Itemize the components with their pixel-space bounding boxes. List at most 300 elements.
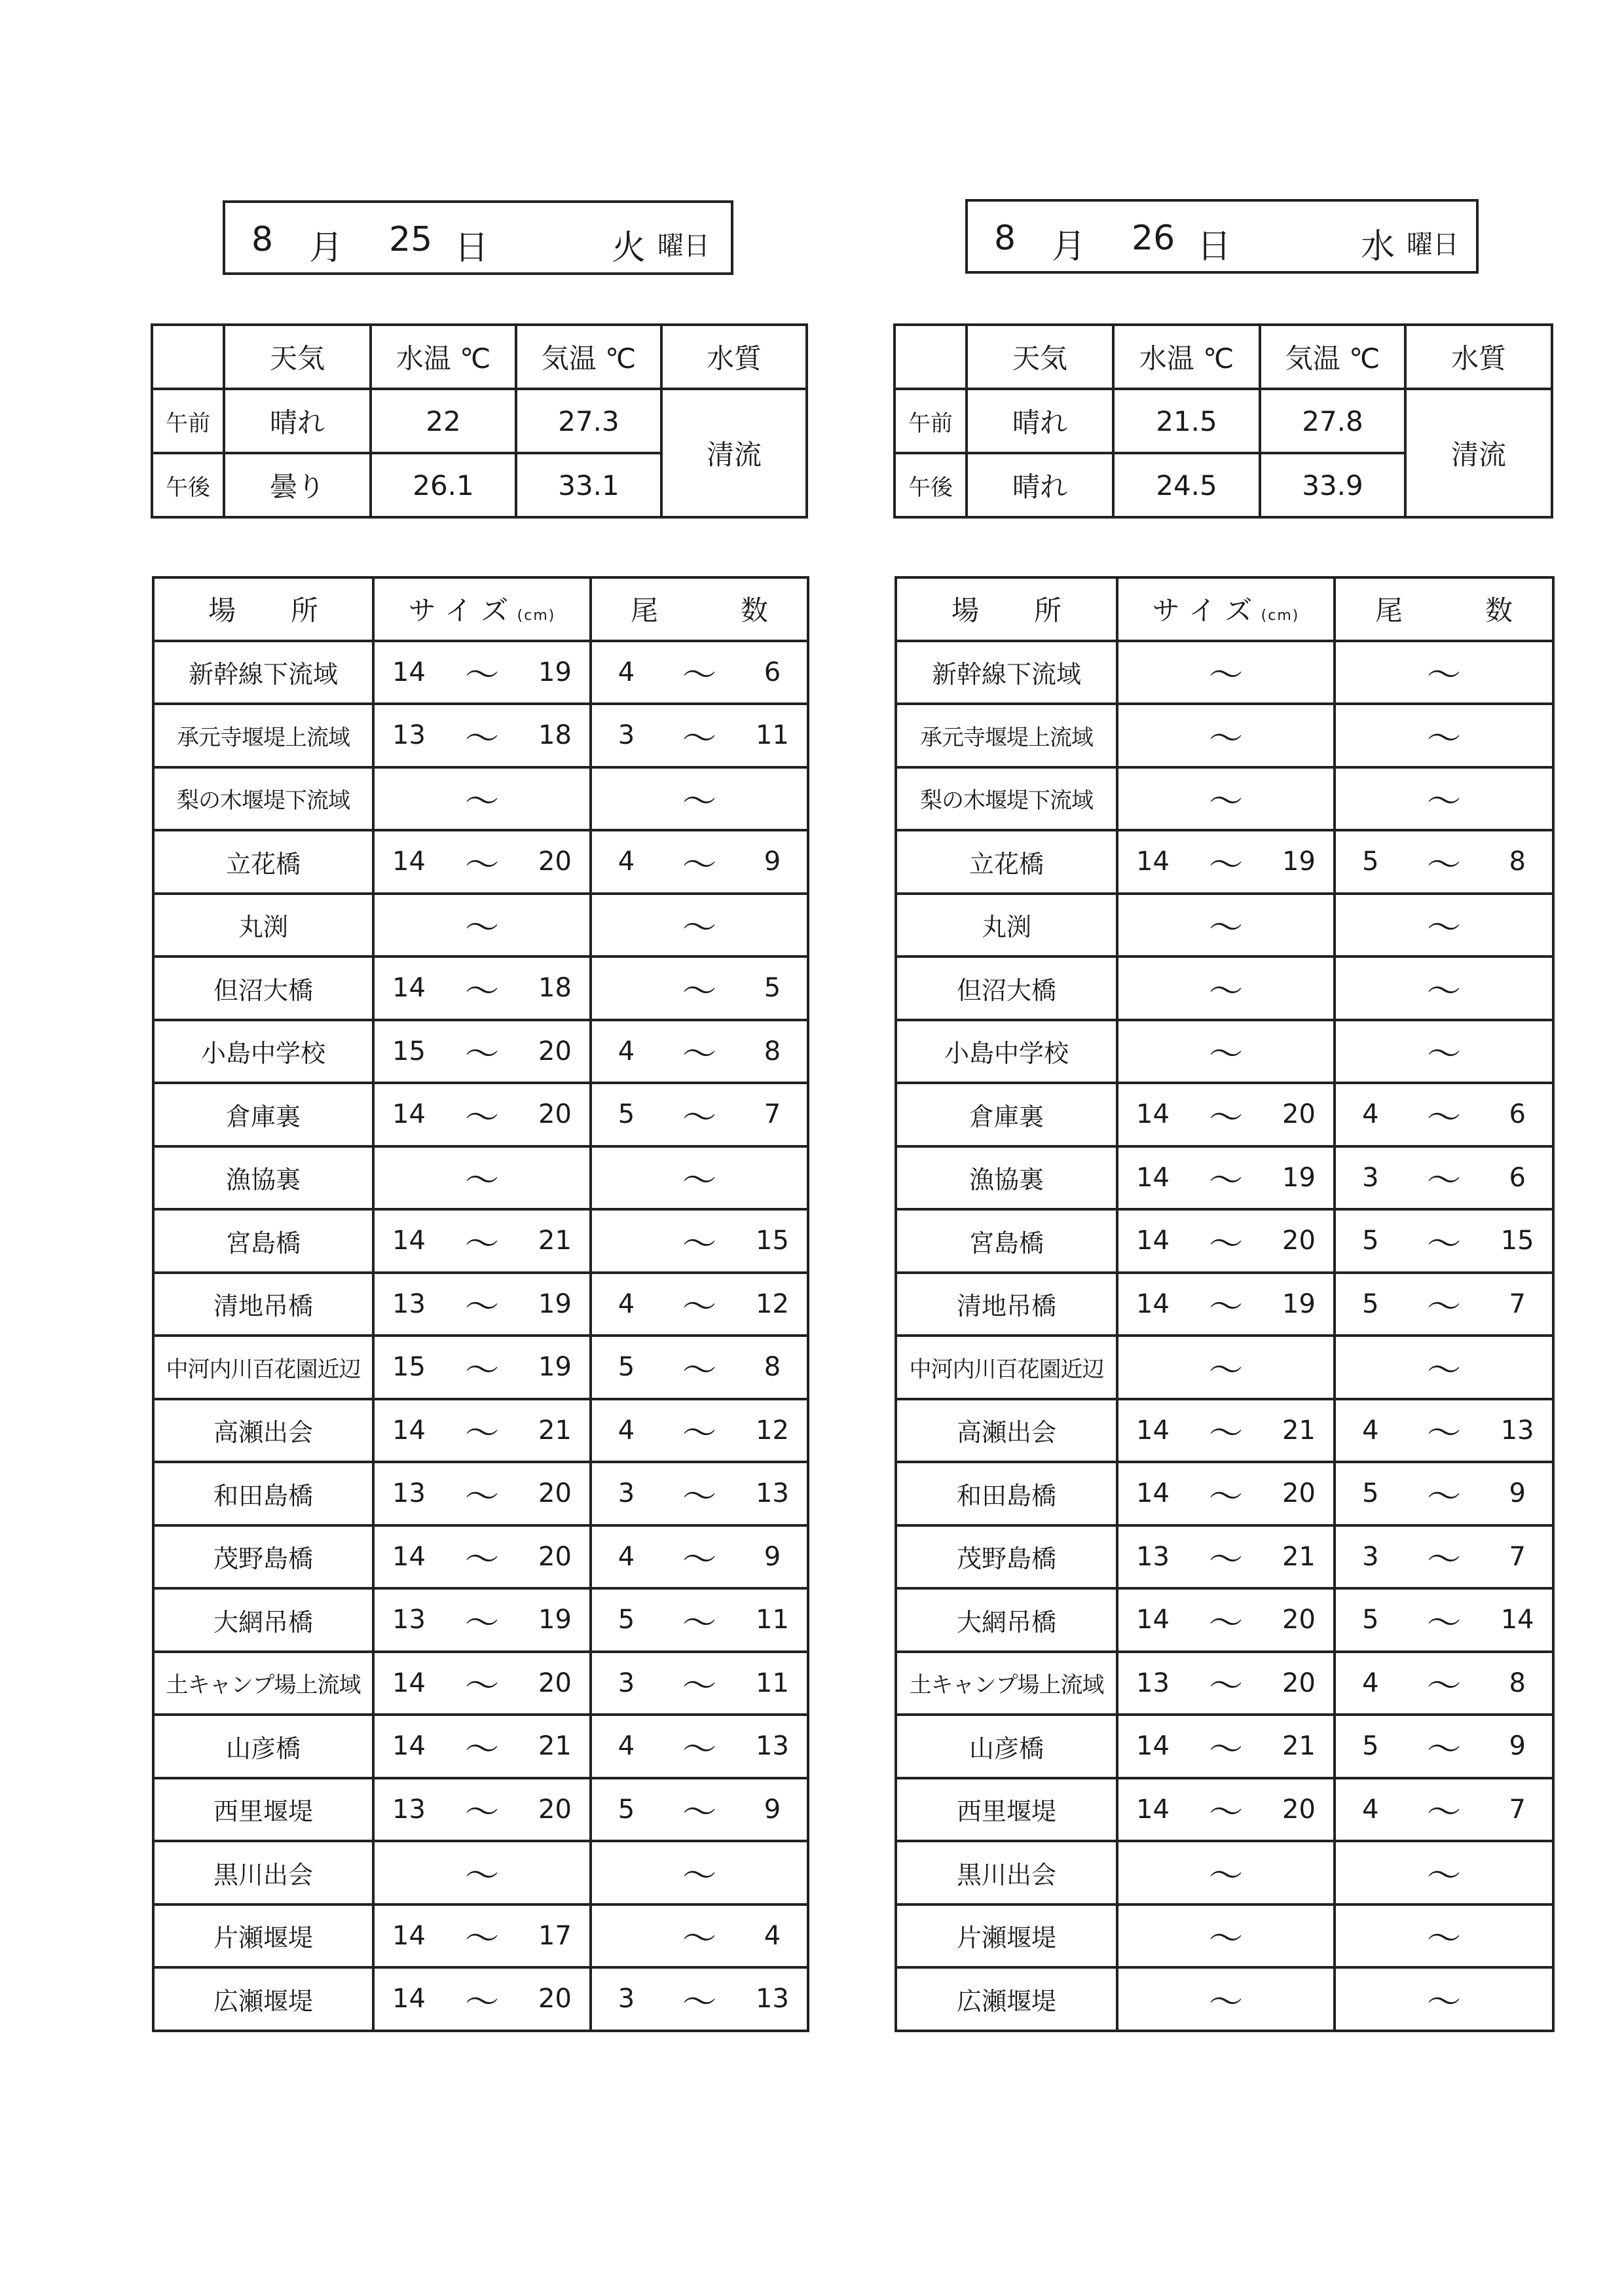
size-min: 14 (392, 1731, 426, 1762)
size-range (375, 1590, 589, 1650)
count-cell (591, 1020, 808, 1084)
table-row (896, 1209, 1553, 1273)
size-cell (373, 1715, 591, 1778)
size-min: 13 (392, 1288, 426, 1319)
place-header: 場 所 (153, 577, 373, 641)
count-max: 9 (1509, 1478, 1526, 1509)
count-max: 7 (1509, 1541, 1526, 1572)
size-range (1118, 1021, 1333, 1082)
size-max: 21 (1282, 1731, 1316, 1762)
range-tilde: ～ (464, 1414, 499, 1454)
pm-water-temp: 24.5 (1113, 453, 1260, 517)
count-max: 11 (756, 1605, 789, 1635)
size-cell (1117, 830, 1335, 894)
size-max: 18 (538, 973, 572, 1004)
table-row (896, 1967, 1553, 2031)
range-tilde: ～ (1208, 1982, 1243, 2022)
range-tilde: ～ (1426, 845, 1461, 885)
range-tilde: ～ (682, 1667, 716, 1707)
count-min: 5 (1362, 1288, 1379, 1319)
place-cell: 小島中学校 (896, 1020, 1117, 1084)
count-range (592, 705, 807, 766)
count-max: 8 (764, 1036, 781, 1066)
count-max: 14 (1500, 1605, 1534, 1635)
count-cell (1335, 1209, 1553, 1273)
size-max: 20 (538, 1541, 572, 1572)
count-range (1336, 769, 1552, 829)
count-min: 4 (1362, 1415, 1379, 1446)
size-range (375, 769, 589, 829)
size-max: 21 (1282, 1541, 1316, 1572)
count-max: 8 (1509, 1667, 1526, 1698)
table-row (153, 704, 808, 767)
count-max: 9 (764, 1541, 781, 1572)
range-tilde: ～ (464, 656, 499, 696)
size-cell (373, 1462, 591, 1525)
count-cell (1335, 1778, 1553, 1842)
count-range (1336, 1906, 1552, 1967)
size-min: 14 (1136, 1099, 1170, 1130)
am-weather: 晴れ (967, 389, 1113, 453)
size-min: 14 (392, 1984, 426, 2014)
water-temp-header: 水温 ℃ (1113, 325, 1260, 389)
size-cell (1117, 1083, 1335, 1146)
count-min: 5 (618, 1605, 635, 1635)
weekday-unit: 曜日 (1407, 230, 1459, 260)
size-max: 21 (538, 1731, 572, 1762)
size-max: 19 (538, 1352, 572, 1383)
range-tilde: ～ (1426, 1224, 1461, 1264)
month: 8 (994, 219, 1016, 258)
date-box (223, 200, 733, 275)
size-cell (373, 1841, 591, 1904)
range-tilde: ～ (1426, 1288, 1461, 1328)
count-max: 9 (764, 847, 781, 877)
range-tilde: ～ (1426, 1098, 1461, 1138)
range-tilde: ～ (682, 782, 716, 822)
size-max: 19 (538, 1288, 572, 1319)
table-row (153, 641, 808, 704)
range-tilde: ～ (1426, 1161, 1461, 1201)
range-tilde: ～ (682, 1920, 716, 1959)
size-header (373, 577, 591, 641)
range-tilde: ～ (1208, 1414, 1243, 1454)
size-max: 19 (1282, 847, 1316, 877)
count-cell (1335, 1588, 1553, 1652)
range-tilde: ～ (464, 909, 499, 949)
range-tilde: ～ (682, 1414, 716, 1454)
range-tilde: ～ (1208, 909, 1243, 949)
size-min: 14 (392, 657, 426, 687)
size-max: 19 (538, 657, 572, 687)
table-row (153, 1778, 808, 1842)
size-range (1118, 1969, 1333, 2030)
count-range (1336, 1400, 1552, 1461)
count-range (1336, 1463, 1552, 1524)
count-max: 9 (1509, 1731, 1526, 1762)
size-range (1118, 1653, 1333, 1714)
pm-label: 午後 (152, 453, 224, 517)
place-cell: 清地吊橋 (153, 1273, 373, 1336)
table-row (153, 957, 808, 1020)
count-max: 7 (1509, 1794, 1526, 1825)
size-header (1117, 577, 1335, 641)
count-cell (1335, 1399, 1553, 1463)
table-row (896, 1715, 1553, 1778)
size-cell (1117, 1399, 1335, 1463)
table-row (896, 1778, 1553, 1842)
size-cell (1117, 1967, 1335, 2031)
count-range (1336, 895, 1552, 956)
count-cell (1335, 704, 1553, 767)
count-max: 12 (756, 1415, 789, 1446)
range-tilde: ～ (1208, 1224, 1243, 1264)
count-range (1336, 1590, 1552, 1650)
size-cell (1117, 1146, 1335, 1210)
range-tilde: ～ (1208, 972, 1243, 1011)
table-row (896, 1841, 1553, 1904)
size-range (1118, 705, 1333, 766)
count-range (592, 1716, 807, 1777)
size-max: 21 (538, 1226, 572, 1256)
size-range (375, 1653, 589, 1714)
count-range (1336, 1084, 1552, 1145)
size-range (1118, 1084, 1333, 1145)
count-min: 5 (1362, 1226, 1379, 1256)
count-range (592, 895, 807, 956)
place-cell: 立花橋 (153, 830, 373, 894)
place-header: 場 所 (896, 577, 1117, 641)
size-cell (1117, 1462, 1335, 1525)
size-range (375, 1148, 589, 1209)
size-cell (1117, 1904, 1335, 1968)
size-range (1118, 1148, 1333, 1209)
count-range (1336, 1969, 1552, 2030)
count-range (1336, 1021, 1552, 1082)
pm-label: 午後 (895, 453, 967, 517)
fish-table (895, 576, 1555, 2032)
size-cell (373, 830, 591, 894)
count-cell (1335, 957, 1553, 1020)
range-tilde: ～ (464, 782, 499, 822)
count-max: 6 (1509, 1162, 1526, 1193)
count-range (1336, 1337, 1552, 1398)
size-range (375, 642, 589, 703)
count-min: 3 (618, 1984, 635, 2014)
count-max: 5 (764, 973, 781, 1004)
range-tilde: ～ (682, 1730, 716, 1770)
size-max: 19 (1282, 1288, 1316, 1319)
place-cell: 高瀬出会 (896, 1399, 1117, 1463)
table-row (896, 1336, 1553, 1399)
range-tilde: ～ (1426, 1667, 1461, 1707)
place-cell: 宮島橋 (153, 1209, 373, 1273)
place-cell: 黒川出会 (896, 1841, 1117, 1904)
count-max: 11 (756, 720, 789, 751)
weekday: 火 (612, 228, 646, 268)
count-cell (1335, 830, 1553, 894)
range-tilde: ～ (464, 1667, 499, 1707)
weekday: 水 (1361, 227, 1395, 266)
count-cell (1335, 641, 1553, 704)
range-tilde: ～ (1426, 1603, 1461, 1643)
weather-table (893, 323, 1553, 519)
size-max: 20 (1282, 1794, 1316, 1825)
size-cell (373, 1588, 591, 1652)
table-row (153, 830, 808, 894)
weather-header-blank (895, 325, 967, 389)
day: 25 (389, 220, 433, 259)
place-cell: 西里堰堤 (153, 1778, 373, 1842)
place-cell: 広瀬堰堤 (153, 1967, 373, 2031)
range-tilde: ～ (1426, 972, 1461, 1011)
place-cell: 倉庫裏 (153, 1083, 373, 1146)
table-row (896, 641, 1553, 704)
size-cell (373, 1904, 591, 1968)
count-min: 4 (618, 847, 635, 877)
am-air-temp: 27.3 (516, 389, 661, 453)
range-tilde: ～ (1208, 656, 1243, 696)
count-header: 尾 数 (591, 577, 808, 641)
size-min: 14 (1136, 1478, 1170, 1509)
range-tilde: ～ (682, 1161, 716, 1201)
size-range (1118, 1274, 1333, 1335)
count-min: 5 (618, 1352, 635, 1383)
place-cell: 新幹線下流域 (896, 641, 1117, 704)
count-header: 尾 数 (1335, 577, 1553, 641)
count-min: 4 (1362, 1667, 1379, 1698)
table-row (896, 1083, 1553, 1146)
count-cell (591, 894, 808, 957)
table-row (896, 1525, 1553, 1589)
size-max: 18 (538, 720, 572, 751)
count-max: 8 (1509, 847, 1526, 877)
range-tilde: ～ (1208, 845, 1243, 885)
table-row (896, 894, 1553, 957)
count-cell (1335, 1273, 1553, 1336)
count-cell (591, 1904, 808, 1968)
count-range (1336, 958, 1552, 1019)
range-tilde: ～ (1426, 1920, 1461, 1959)
size-range (375, 1842, 589, 1903)
size-min: 13 (392, 1605, 426, 1635)
place-cell: 承元寺堰堤上流域 (153, 704, 373, 767)
am-water-temp: 21.5 (1113, 389, 1260, 453)
count-max: 4 (764, 1920, 781, 1951)
size-range (375, 1337, 589, 1398)
size-unit: (cm) (1261, 608, 1300, 625)
count-cell (591, 1273, 808, 1336)
range-tilde: ～ (1426, 1540, 1461, 1580)
count-max: 13 (1500, 1415, 1534, 1446)
water-quality-header: 水質 (1405, 325, 1552, 389)
count-max: 9 (764, 1794, 781, 1825)
size-range (375, 1400, 589, 1461)
range-tilde: ～ (1426, 1982, 1461, 2022)
size-min: 14 (392, 973, 426, 1004)
table-row (153, 1841, 808, 1904)
table-row (153, 1715, 808, 1778)
table-row (896, 830, 1553, 894)
count-min: 4 (618, 1541, 635, 1572)
size-range (1118, 1716, 1333, 1777)
count-cell (591, 1146, 808, 1210)
size-cell (373, 1020, 591, 1084)
count-cell (591, 830, 808, 894)
month-unit: 月 (1052, 227, 1086, 266)
range-tilde: ～ (1426, 719, 1461, 759)
date-box (965, 199, 1479, 274)
count-min: 5 (1362, 1605, 1379, 1635)
place-cell: 丸渕 (153, 894, 373, 957)
range-tilde: ～ (1426, 656, 1461, 696)
count-range (592, 1211, 807, 1271)
table-row (153, 1525, 808, 1589)
count-min: 4 (618, 1731, 635, 1762)
range-tilde: ～ (1426, 1793, 1461, 1833)
pm-air-temp: 33.1 (516, 453, 661, 517)
month: 8 (251, 220, 274, 259)
count-range (592, 1148, 807, 1209)
count-range (592, 1969, 807, 2030)
size-cell (1117, 704, 1335, 767)
count-cell (591, 1525, 808, 1589)
size-max: 20 (1282, 1099, 1316, 1130)
table-row (153, 1588, 808, 1652)
size-range (375, 1211, 589, 1271)
count-min: 4 (618, 1036, 635, 1066)
table-row (896, 1652, 1553, 1715)
size-range (375, 895, 589, 956)
range-tilde: ～ (1208, 1667, 1243, 1707)
range-tilde: ～ (682, 1982, 716, 2022)
range-tilde: ～ (464, 1920, 499, 1959)
count-range (592, 1021, 807, 1082)
size-range (375, 1084, 589, 1145)
size-max: 20 (538, 1036, 572, 1066)
size-max: 20 (1282, 1605, 1316, 1635)
count-range (1336, 831, 1552, 892)
place-cell: 小島中学校 (153, 1020, 373, 1084)
size-cell (373, 1209, 591, 1273)
size-range (375, 705, 589, 766)
range-tilde: ～ (464, 1351, 499, 1391)
range-tilde: ～ (1426, 1730, 1461, 1770)
range-tilde: ～ (464, 719, 499, 759)
count-cell (591, 1967, 808, 2031)
size-range (375, 831, 589, 892)
size-range (1118, 1842, 1333, 1903)
place-cell: 黒川出会 (153, 1841, 373, 1904)
count-range (592, 831, 807, 892)
count-max: 13 (756, 1478, 789, 1509)
table-row (153, 1209, 808, 1273)
water-temp-header: 水温 ℃ (371, 325, 516, 389)
size-cell (373, 704, 591, 767)
count-range (592, 642, 807, 703)
place-cell: 高瀬出会 (153, 1399, 373, 1463)
count-min: 3 (618, 1478, 635, 1509)
size-cell (373, 1083, 591, 1146)
count-range (1336, 1842, 1552, 1903)
range-tilde: ～ (682, 909, 716, 949)
size-range (375, 1021, 589, 1082)
count-min: 5 (618, 1099, 635, 1130)
size-max: 20 (538, 847, 572, 877)
count-cell (591, 1462, 808, 1525)
range-tilde: ～ (1426, 1477, 1461, 1517)
count-cell (1335, 1336, 1553, 1399)
range-tilde: ～ (682, 1540, 716, 1580)
size-header-label: サ イ ズ (408, 594, 509, 627)
place-cell: 漁協裏 (896, 1146, 1117, 1210)
range-tilde: ～ (1426, 1414, 1461, 1454)
table-row (153, 1904, 808, 1968)
size-cell (1117, 1778, 1335, 1842)
size-min: 13 (392, 1794, 426, 1825)
size-range (375, 958, 589, 1019)
count-min: 3 (1362, 1162, 1379, 1193)
month-unit: 月 (309, 228, 344, 268)
size-range (1118, 1400, 1333, 1461)
count-cell (1335, 894, 1553, 957)
size-max: 20 (538, 1794, 572, 1825)
size-min: 15 (392, 1352, 426, 1383)
place-cell: 茂野島橋 (896, 1525, 1117, 1589)
am-water-temp: 22 (371, 389, 516, 453)
count-cell (591, 1209, 808, 1273)
place-cell: 和田島橋 (153, 1462, 373, 1525)
table-row (896, 1399, 1553, 1463)
table-row (153, 1146, 808, 1210)
size-cell (1117, 1652, 1335, 1715)
range-tilde: ～ (682, 845, 716, 885)
weather-header: 天気 (224, 325, 371, 389)
range-tilde: ～ (682, 1035, 716, 1075)
count-cell (1335, 767, 1553, 831)
size-cell (373, 1399, 591, 1463)
range-tilde: ～ (1208, 1477, 1243, 1517)
range-tilde: ～ (682, 1224, 716, 1264)
pm-weather: 曇り (224, 453, 371, 517)
place-cell: 中河内川百花園近辺 (153, 1336, 373, 1399)
size-max: 21 (1282, 1415, 1316, 1446)
count-min: 4 (1362, 1099, 1379, 1130)
place-cell: 西里堰堤 (896, 1778, 1117, 1842)
table-row (896, 1462, 1553, 1525)
table-row (153, 1652, 808, 1715)
pm-weather: 晴れ (967, 453, 1113, 517)
range-tilde: ～ (1426, 909, 1461, 949)
count-range (592, 1337, 807, 1398)
place-cell: 清地吊橋 (896, 1273, 1117, 1336)
range-tilde: ～ (682, 972, 716, 1011)
size-max: 17 (538, 1920, 572, 1951)
place-cell: 但沼大橋 (153, 957, 373, 1020)
count-cell (1335, 1020, 1553, 1084)
range-tilde: ～ (464, 1793, 499, 1833)
count-min: 3 (1362, 1541, 1379, 1572)
size-range (375, 1779, 589, 1840)
weather-table (151, 323, 808, 519)
range-tilde: ～ (1426, 1035, 1461, 1075)
range-tilde: ～ (1208, 1730, 1243, 1770)
pm-water-temp: 26.1 (371, 453, 516, 517)
size-max: 20 (1282, 1226, 1316, 1256)
range-tilde: ～ (1208, 1098, 1243, 1138)
range-tilde: ～ (1208, 1161, 1243, 1201)
am-label: 午前 (152, 389, 224, 453)
